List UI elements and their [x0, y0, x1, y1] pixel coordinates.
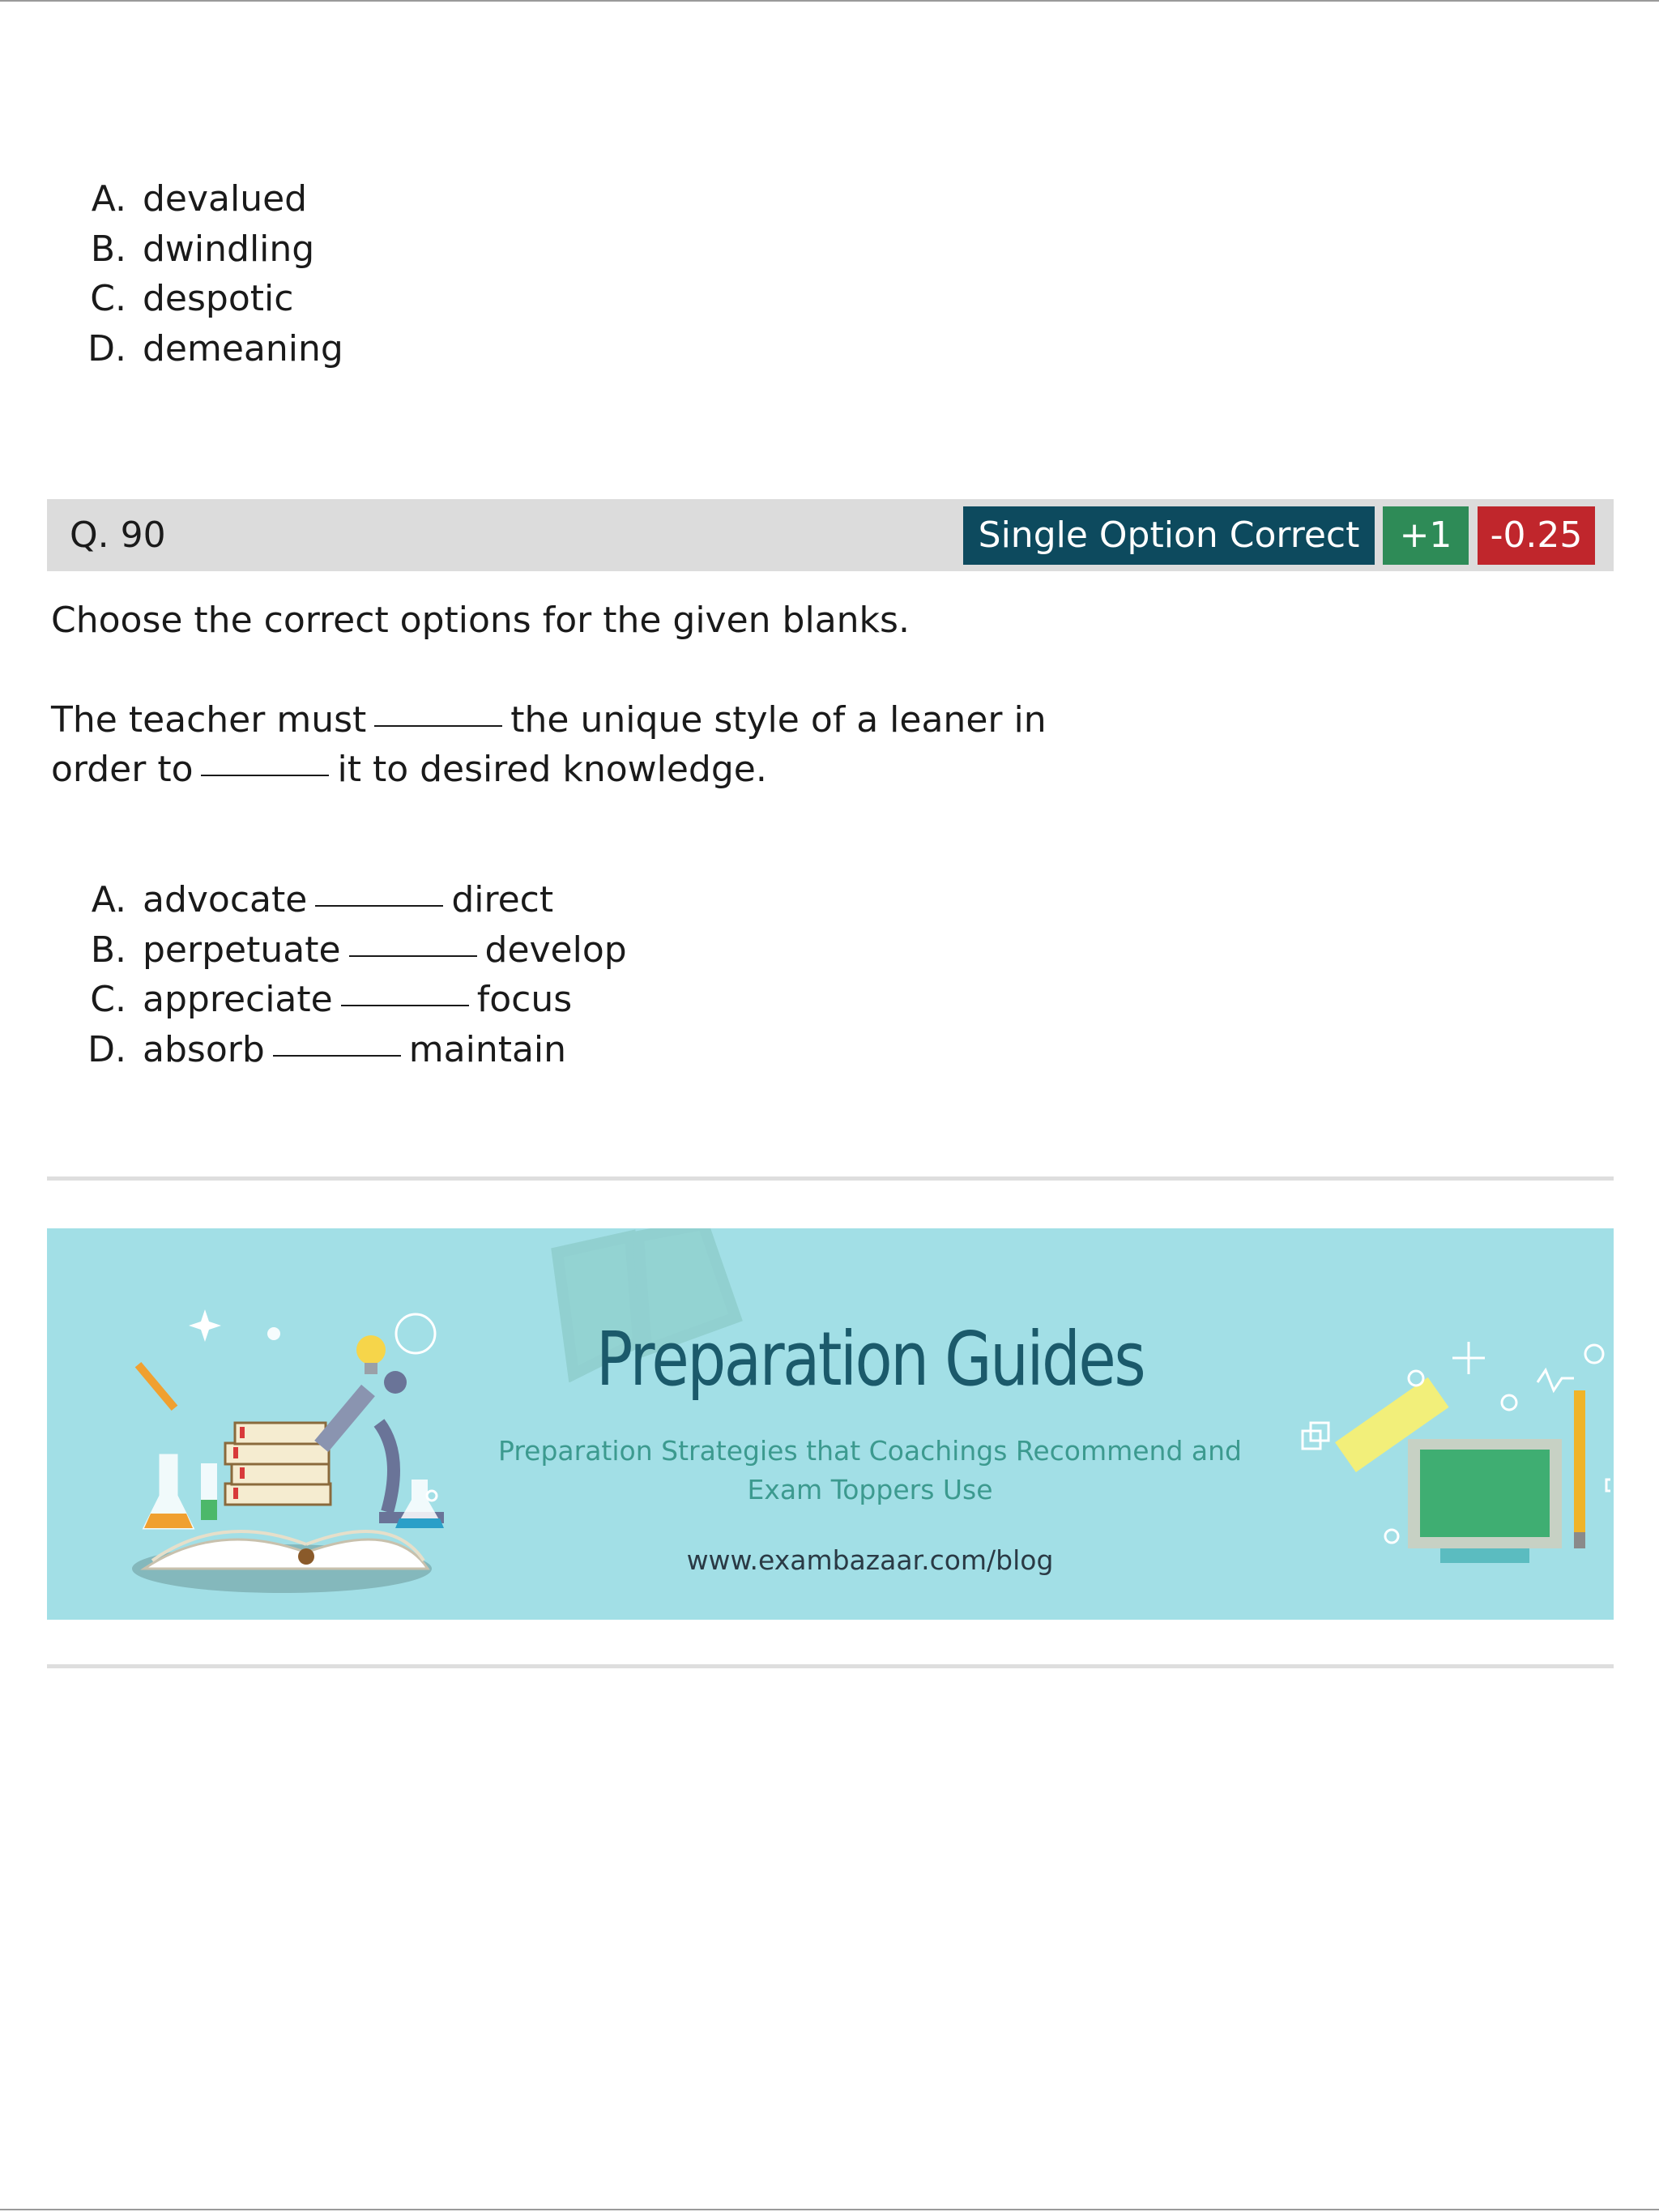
option-second-word: direct [451, 879, 554, 920]
option-second-word: develop [484, 929, 627, 971]
option-text: devalued [143, 178, 308, 220]
banner-url-link[interactable]: www.exambazaar.com/blog [686, 1544, 1054, 1576]
option-letter: D. [87, 327, 126, 369]
banner-title: Preparation Guides [595, 1316, 1145, 1403]
page-border-bottom [0, 2209, 1659, 2210]
question-sentence-line1 [51, 695, 1047, 745]
negative-marks-badge: -0.25 [1478, 506, 1595, 565]
option-first-word: advocate [143, 879, 308, 920]
sentence-text: the unique style of a leaner in [510, 699, 1047, 741]
sentence-text: it to desired knowledge. [337, 749, 767, 790]
question-type-badge: Single Option Correct [963, 506, 1375, 565]
option-second-word: maintain [408, 1028, 567, 1070]
option-letter: A. [91, 178, 126, 220]
question-sentence-line2 [51, 745, 767, 795]
blank-line [201, 775, 329, 776]
question-header [47, 499, 1614, 571]
option-letter: B. [90, 929, 126, 971]
option-letter: D. [87, 1028, 126, 1070]
sentence-text: The teacher must [51, 699, 367, 741]
blank-line [374, 725, 502, 727]
option-first-word: absorb [143, 1028, 265, 1070]
option-a[interactable] [81, 875, 627, 925]
question-options [81, 875, 627, 1074]
option-d[interactable] [81, 1025, 627, 1075]
option-text: dwindling [143, 228, 315, 270]
option-text: demeaning [143, 327, 343, 369]
option-a[interactable] [81, 174, 343, 224]
option-first-word: appreciate [143, 979, 333, 1020]
option-b[interactable] [81, 925, 627, 976]
page-border-top [0, 0, 1659, 2]
option-c[interactable] [81, 975, 627, 1025]
chalkboard-illustration-icon [1286, 1334, 1610, 1593]
option-second-word: focus [476, 979, 573, 1020]
blank-line [273, 1055, 401, 1057]
option-b[interactable] [81, 224, 343, 275]
option-letter: B. [90, 228, 126, 270]
blank-line [349, 955, 477, 957]
preparation-guides-banner[interactable] [47, 1228, 1614, 1620]
sentence-text: order to [51, 749, 194, 790]
option-text: despotic [143, 278, 294, 319]
blank-line [341, 1005, 469, 1006]
divider-top [47, 1176, 1614, 1181]
previous-question-options [81, 174, 343, 374]
question-instruction: Choose the correct options for the given blanks. [51, 600, 910, 641]
option-first-word: perpetuate [143, 929, 341, 971]
divider-bottom [47, 1664, 1614, 1668]
option-letter: C. [90, 278, 126, 319]
positive-marks-badge: +1 [1383, 506, 1469, 565]
blank-line [315, 905, 443, 907]
banner-subtitle-line1: Preparation Strategies that Coachings Recommend and [498, 1435, 1242, 1467]
option-letter: C. [90, 979, 126, 1020]
question-number: Q. 90 [70, 515, 166, 556]
option-letter: A. [91, 879, 126, 920]
banner-subtitle-line2: Exam Toppers Use [747, 1474, 993, 1505]
option-c[interactable] [81, 274, 343, 324]
option-d[interactable] [81, 324, 343, 374]
